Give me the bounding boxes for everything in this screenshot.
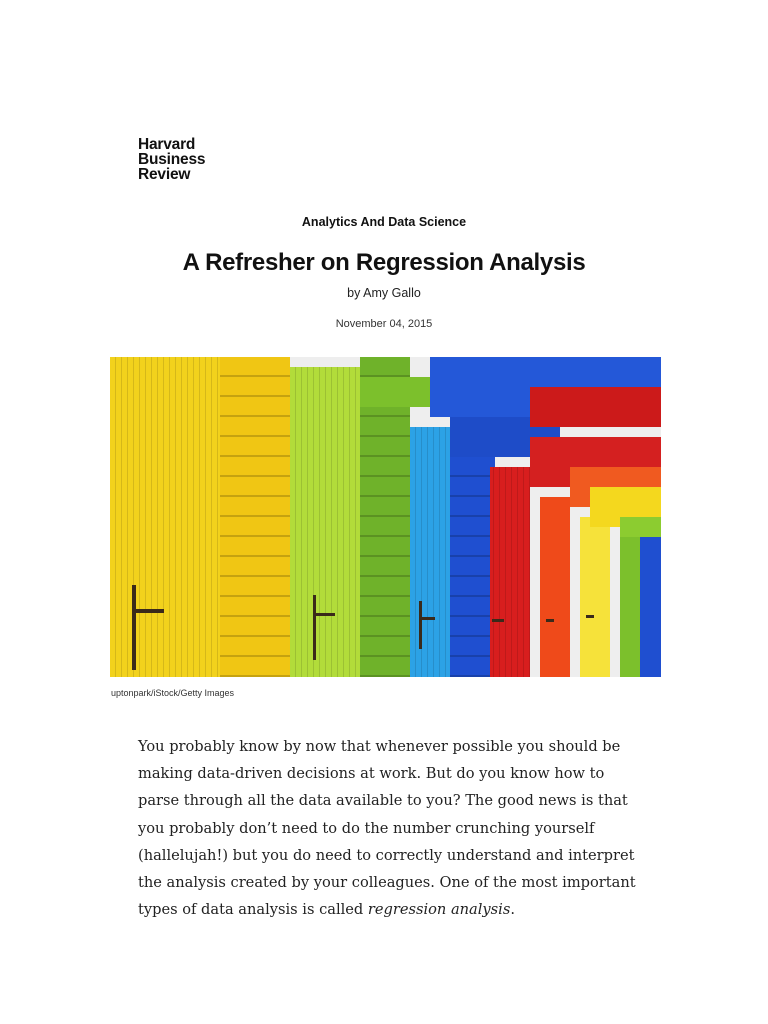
topic-link[interactable]: Analytics And Data Science — [301, 215, 467, 229]
author-byline[interactable]: by Amy Gallo — [347, 286, 421, 300]
logo-line-3: Review — [138, 166, 191, 183]
colorful-doors-illustration — [110, 357, 661, 677]
logo-line-2: Business — [138, 151, 206, 168]
hbr-logo[interactable] — [138, 137, 205, 182]
logo-line-1: Harvard — [138, 136, 196, 153]
image-caption: uptonpark/iStock/Getty Images — [111, 688, 235, 698]
intro-paragraph-lead: You probably know by now that whenever possible you should be making data-driven decisions at work. But do you know how to parse through all the data available to you? The good news is that you probably don’t need to do the number crunching yourself (hallelujah!) but you do need to correctly understand and interpret the analysis created by your colleagues. One of the most important types of data analysis is called — [138, 738, 636, 919]
intro-paragraph-end: . — [510, 901, 515, 919]
publish-date: November 04, 2015 — [335, 318, 433, 330]
intro-paragraph-emphasis: regression analysis — [367, 901, 511, 919]
hero-image — [110, 357, 661, 677]
intro-paragraph — [138, 733, 638, 923]
article-title: A Refresher on Regression Analysis — [182, 249, 586, 276]
